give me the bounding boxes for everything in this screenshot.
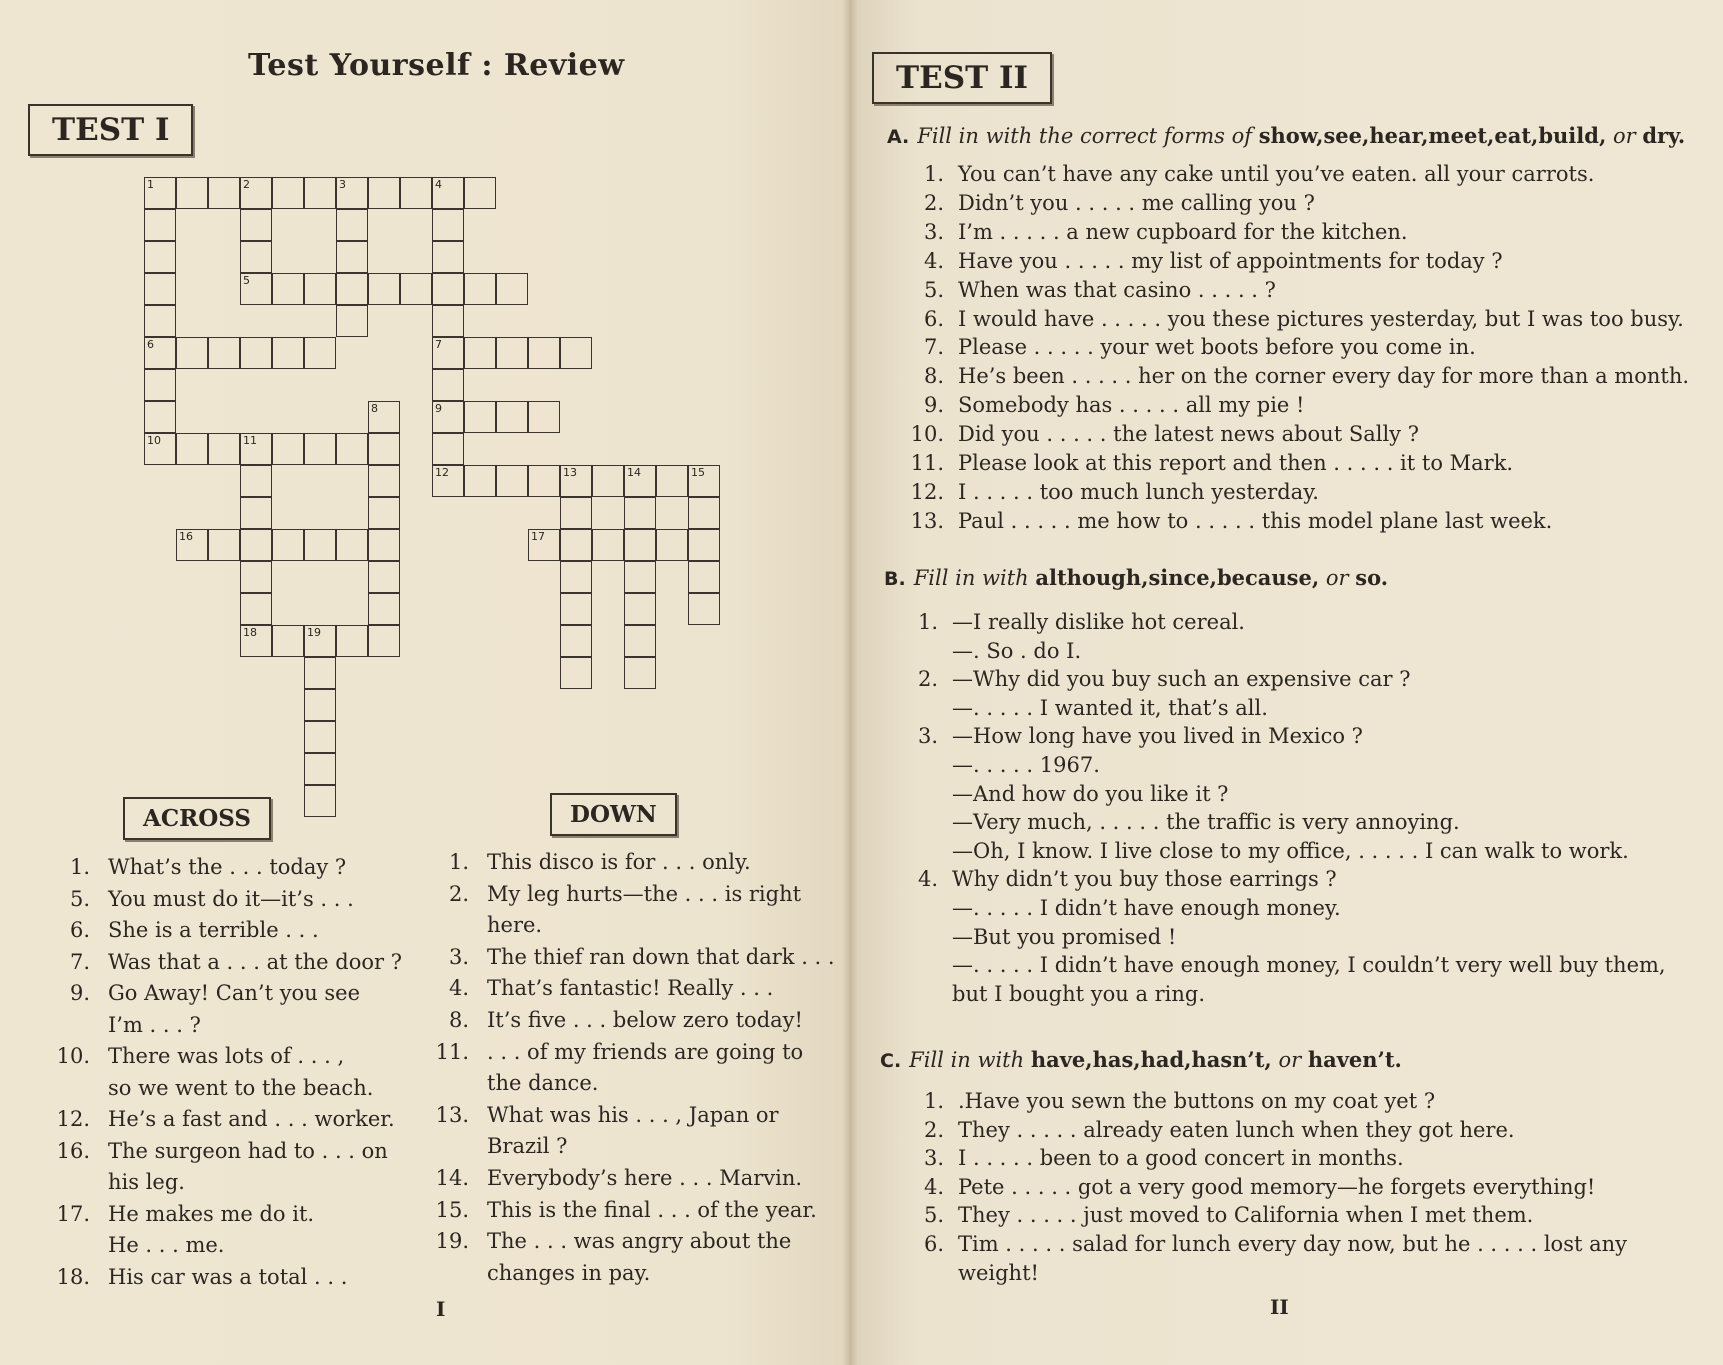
cell-number: 17 bbox=[531, 530, 545, 543]
exercise-item bbox=[906, 1173, 1595, 1202]
right-page bbox=[850, 0, 1723, 1365]
crossword-cell[interactable] bbox=[560, 337, 592, 369]
crossword-cell[interactable] bbox=[240, 177, 272, 209]
crossword-cell[interactable] bbox=[368, 625, 400, 657]
crossword-cell[interactable] bbox=[176, 433, 208, 465]
crossword-cell[interactable] bbox=[368, 529, 400, 561]
crossword-cell[interactable] bbox=[304, 721, 336, 753]
item-text[interactable]: You can’t have any cake until you’ve eaten. all your carrots. bbox=[958, 162, 1595, 186]
item-text[interactable]: Tim . . . . . salad for lunch every day now, but he . . . . . lost any bbox=[958, 1232, 1627, 1256]
exercise-item bbox=[906, 362, 1689, 391]
clue-number: 13. bbox=[435, 1102, 469, 1127]
crossword-cell[interactable] bbox=[240, 241, 272, 273]
item-text[interactable]: Didn’t you . . . . . me calling you ? bbox=[958, 190, 1315, 215]
cell-number: 3 bbox=[339, 178, 346, 191]
clue-text: It’s five . . . below zero today! bbox=[487, 1008, 803, 1032]
item-number: 2. bbox=[923, 190, 944, 215]
item-text[interactable]: —. So . do I. bbox=[952, 638, 1082, 663]
item-number: 13. bbox=[910, 508, 944, 533]
exercise-item bbox=[906, 420, 1419, 449]
crossword-cell[interactable] bbox=[432, 241, 464, 273]
crossword-cell[interactable] bbox=[272, 177, 304, 209]
item-text[interactable]: —Very much, . . . . . the traffic is very annoying. bbox=[952, 810, 1460, 835]
section-words: have,has,had,hasn’t, bbox=[1030, 1047, 1272, 1072]
clue-number: 8. bbox=[448, 1008, 469, 1032]
section-a-heading bbox=[887, 123, 1685, 148]
crossword-cell[interactable] bbox=[240, 497, 272, 529]
crossword-cell[interactable] bbox=[432, 337, 464, 369]
crossword-cell[interactable] bbox=[336, 305, 368, 337]
clue-text: What was his . . . , Japan or bbox=[487, 1102, 779, 1127]
crossword-cell[interactable] bbox=[272, 273, 304, 305]
left-page bbox=[0, 0, 850, 1365]
exercise-item bbox=[906, 507, 1552, 536]
section-words: show,see,hear,meet,eat,build, bbox=[1258, 123, 1607, 148]
clue-number: 5. bbox=[69, 886, 90, 911]
crossword-cell[interactable] bbox=[432, 401, 464, 433]
clue-text: . . . of my friends are going to bbox=[487, 1039, 804, 1064]
item-number: 10. bbox=[910, 422, 944, 447]
clue-number: 2. bbox=[448, 881, 469, 906]
crossword-cell[interactable] bbox=[624, 657, 656, 689]
item-number: 4. bbox=[917, 867, 938, 892]
crossword-cell[interactable] bbox=[400, 273, 432, 305]
exercise-item bbox=[900, 694, 1268, 723]
crossword-cell[interactable] bbox=[688, 529, 720, 561]
crossword-cell[interactable] bbox=[304, 337, 336, 369]
crossword-cell[interactable] bbox=[144, 241, 176, 273]
item-number: 6. bbox=[923, 306, 944, 331]
exercise-item bbox=[906, 333, 1476, 362]
crossword-cell[interactable] bbox=[368, 177, 400, 209]
crossword-cell[interactable] bbox=[592, 465, 624, 497]
section-letter: C. bbox=[880, 1050, 902, 1072]
crossword-cell[interactable] bbox=[624, 593, 656, 625]
section-letter: B. bbox=[884, 568, 906, 590]
item-number: 3. bbox=[923, 1146, 944, 1171]
crossword-cell[interactable] bbox=[208, 433, 240, 465]
clue-number: 16. bbox=[56, 1138, 90, 1163]
crossword-cell[interactable] bbox=[176, 177, 208, 209]
crossword-cell[interactable] bbox=[560, 497, 592, 529]
crossword-cell[interactable] bbox=[368, 593, 400, 625]
book-gutter bbox=[842, 0, 858, 1365]
clue-text: changes in pay. bbox=[487, 1260, 651, 1285]
exercise-item bbox=[900, 923, 1176, 952]
clue-text: She is a terrible . . . bbox=[108, 918, 319, 942]
section-instruction: Fill in with bbox=[909, 1048, 1025, 1072]
crossword-cell[interactable] bbox=[560, 657, 592, 689]
item-number: 5. bbox=[923, 277, 944, 302]
crossword-cell[interactable] bbox=[272, 529, 304, 561]
across-heading: ACROSS bbox=[123, 797, 271, 840]
exercise-item bbox=[906, 218, 1408, 247]
clue-text: so we went to the beach. bbox=[108, 1075, 374, 1100]
crossword-cell[interactable] bbox=[240, 625, 272, 657]
crossword-cell[interactable] bbox=[528, 465, 560, 497]
crossword-cell[interactable] bbox=[560, 561, 592, 593]
cell-number: 8 bbox=[371, 402, 378, 415]
item-text[interactable]: —. . . . . 1967. bbox=[952, 753, 1100, 777]
clue-text: Brazil ? bbox=[487, 1134, 568, 1159]
crossword-cell[interactable] bbox=[240, 529, 272, 561]
page-number-left: I bbox=[436, 1297, 446, 1321]
exercise-item bbox=[906, 1144, 1404, 1173]
section-last-word: so. bbox=[1355, 565, 1389, 590]
crossword-cell[interactable] bbox=[464, 177, 496, 209]
crossword-cell[interactable] bbox=[176, 529, 208, 561]
test-i-label: TEST I bbox=[28, 104, 193, 156]
exercise-item bbox=[906, 449, 1513, 478]
section-b-heading bbox=[884, 565, 1388, 590]
exercise-item bbox=[906, 1230, 1627, 1259]
item-number: 5. bbox=[923, 1203, 944, 1228]
clue-text: The . . . was angry about the bbox=[487, 1229, 792, 1254]
item-text[interactable]: They . . . . . already eaten lunch when they got here. bbox=[958, 1117, 1515, 1142]
exercise-item bbox=[900, 865, 1337, 894]
crossword-cell[interactable] bbox=[688, 465, 720, 497]
crossword-cell[interactable] bbox=[240, 433, 272, 465]
clue-text: His car was a total . . . bbox=[108, 1264, 348, 1289]
exercise-item bbox=[906, 1259, 1039, 1288]
item-text[interactable]: weight! bbox=[958, 1260, 1039, 1285]
crossword-cell[interactable] bbox=[240, 593, 272, 625]
crossword-cell[interactable] bbox=[368, 273, 400, 305]
crossword-cell[interactable] bbox=[432, 433, 464, 465]
item-text[interactable]: Please . . . . . your wet boots before you come in. bbox=[958, 335, 1476, 360]
section-or: or bbox=[1278, 1048, 1302, 1072]
item-text[interactable]: —. . . . . I didn’t have enough money, I couldn’t very well buy them, bbox=[952, 953, 1666, 978]
crossword-cell[interactable] bbox=[240, 465, 272, 497]
clue-text: This is the final . . . of the year. bbox=[487, 1197, 817, 1222]
section-last-word: haven’t. bbox=[1307, 1047, 1402, 1072]
clue-text: the dance. bbox=[487, 1071, 599, 1096]
crossword-cell[interactable] bbox=[304, 625, 336, 657]
item-text[interactable]: —And how do you like it ? bbox=[952, 781, 1229, 806]
clue-text: There was lots of . . . , bbox=[108, 1044, 345, 1068]
exercise-item bbox=[906, 276, 1276, 305]
crossword-cell[interactable] bbox=[208, 529, 240, 561]
exercise-item bbox=[900, 837, 1629, 866]
crossword-cell[interactable] bbox=[656, 465, 688, 497]
exercise-item bbox=[900, 894, 1341, 923]
clue-number: 14. bbox=[435, 1166, 469, 1190]
clue-number: 12. bbox=[56, 1107, 90, 1131]
clue-number: 3. bbox=[448, 944, 469, 969]
crossword-cell[interactable] bbox=[304, 753, 336, 785]
crossword-cell[interactable] bbox=[336, 209, 368, 241]
item-text[interactable]: Please look at this report and then . . . . . it to Mark. bbox=[958, 451, 1514, 475]
crossword-cell[interactable] bbox=[368, 433, 400, 465]
page-title: Test Yourself : Review bbox=[248, 48, 625, 83]
crossword-cell[interactable] bbox=[144, 177, 176, 209]
item-text[interactable]: Somebody has . . . . . all my pie ! bbox=[958, 393, 1305, 418]
clue-number: 18. bbox=[56, 1264, 90, 1289]
crossword-cell[interactable] bbox=[144, 433, 176, 465]
crossword-cell[interactable] bbox=[432, 305, 464, 337]
exercise-item bbox=[900, 808, 1460, 837]
crossword-cell[interactable] bbox=[528, 529, 560, 561]
clue-number: 17. bbox=[56, 1201, 90, 1226]
clue-number: 19. bbox=[435, 1229, 469, 1254]
item-text[interactable]: They . . . . . just moved to California when I met them. bbox=[958, 1203, 1534, 1228]
crossword-cell[interactable] bbox=[368, 401, 400, 433]
item-text[interactable]: Did you . . . . . the latest news about Sally ? bbox=[958, 422, 1419, 447]
crossword-cell[interactable] bbox=[176, 337, 208, 369]
crossword-cell[interactable] bbox=[432, 209, 464, 241]
section-c-heading bbox=[880, 1047, 1402, 1072]
crossword-cell[interactable] bbox=[368, 465, 400, 497]
item-text[interactable]: Paul . . . . . me how to . . . . . this model plane last week. bbox=[958, 508, 1553, 533]
crossword-cell[interactable] bbox=[272, 625, 304, 657]
exercise-item bbox=[900, 980, 1205, 1009]
crossword-cell[interactable] bbox=[688, 593, 720, 625]
exercise-item bbox=[906, 160, 1594, 189]
item-number: 6. bbox=[923, 1232, 944, 1256]
crossword-cell[interactable] bbox=[336, 529, 368, 561]
item-number: 4. bbox=[923, 1174, 944, 1199]
item-text[interactable]: —Oh, I know. I live close to my office, . . . . . I can walk to work. bbox=[952, 838, 1629, 863]
crossword-cell[interactable] bbox=[560, 625, 592, 657]
clue-number: 7. bbox=[69, 949, 90, 974]
crossword-cell[interactable] bbox=[688, 497, 720, 529]
exercise-item bbox=[906, 391, 1304, 420]
crossword-cell[interactable] bbox=[368, 497, 400, 529]
crossword-cell[interactable] bbox=[272, 433, 304, 465]
clue-number: 6. bbox=[69, 918, 90, 942]
crossword-cell[interactable] bbox=[528, 337, 560, 369]
crossword-cell[interactable] bbox=[432, 177, 464, 209]
exercise-item bbox=[900, 951, 1666, 980]
clue-text: The thief ran down that dark . . . bbox=[487, 944, 835, 969]
item-text[interactable]: —. . . . . I wanted it, that’s all. bbox=[952, 695, 1268, 720]
page-number-right: II bbox=[1270, 1295, 1289, 1319]
item-number: 3. bbox=[917, 724, 938, 749]
section-last-word: dry. bbox=[1642, 123, 1686, 148]
crossword-cell[interactable] bbox=[304, 273, 336, 305]
crossword-cell[interactable] bbox=[464, 273, 496, 305]
crossword-cell[interactable] bbox=[688, 561, 720, 593]
crossword-cell[interactable] bbox=[464, 465, 496, 497]
clue-text: He’s a fast and . . . worker. bbox=[108, 1107, 395, 1131]
section-words: although,since,because, bbox=[1035, 565, 1320, 590]
crossword-cell[interactable] bbox=[240, 561, 272, 593]
clue-text: He makes me do it. bbox=[108, 1201, 315, 1226]
crossword-cell[interactable] bbox=[304, 177, 336, 209]
crossword-cell[interactable] bbox=[432, 369, 464, 401]
clue-text: I’m . . . ? bbox=[108, 1012, 201, 1037]
crossword-cell[interactable] bbox=[144, 209, 176, 241]
cell-number: 7 bbox=[435, 338, 442, 351]
exercise-item bbox=[906, 1116, 1515, 1145]
crossword-cell[interactable] bbox=[240, 209, 272, 241]
crossword-cell[interactable] bbox=[496, 401, 528, 433]
clue-text: That’s fantastic! Really . . . bbox=[487, 976, 774, 1001]
crossword-cell[interactable] bbox=[336, 177, 368, 209]
crossword-cell[interactable] bbox=[624, 465, 656, 497]
crossword-cell[interactable] bbox=[240, 273, 272, 305]
clue-text: He . . . me. bbox=[108, 1233, 225, 1257]
exercise-item bbox=[900, 637, 1081, 666]
exercise-item bbox=[906, 305, 1684, 334]
crossword-cell[interactable] bbox=[432, 465, 464, 497]
exercise-item bbox=[900, 665, 1411, 694]
crossword-cell[interactable] bbox=[656, 529, 688, 561]
exercise-item bbox=[900, 608, 1245, 637]
item-text[interactable]: —But you promised ! bbox=[952, 924, 1177, 949]
crossword-cell[interactable] bbox=[624, 497, 656, 529]
clue-text: Everybody’s here . . . Marvin. bbox=[487, 1166, 803, 1190]
clue-text: Was that a . . . at the door ? bbox=[108, 949, 402, 974]
crossword-cell[interactable] bbox=[304, 785, 336, 817]
item-text[interactable]: I . . . . . too much lunch yesterday. bbox=[958, 479, 1319, 504]
cell-number: 19 bbox=[307, 626, 321, 639]
crossword-cell[interactable] bbox=[240, 337, 272, 369]
section-instruction: Fill in with bbox=[913, 566, 1029, 590]
cell-number: 18 bbox=[243, 626, 257, 639]
cell-number: 6 bbox=[147, 338, 154, 351]
crossword-cell[interactable] bbox=[272, 337, 304, 369]
crossword-cell[interactable] bbox=[560, 593, 592, 625]
crossword-cell[interactable] bbox=[144, 369, 176, 401]
section-letter: A. bbox=[887, 126, 910, 148]
crossword-cell[interactable] bbox=[304, 433, 336, 465]
cell-number: 2 bbox=[243, 178, 250, 191]
crossword-cell[interactable] bbox=[496, 273, 528, 305]
item-number: 1. bbox=[917, 610, 938, 634]
crossword-cell[interactable] bbox=[560, 465, 592, 497]
clue-text: My leg hurts—the . . . is right bbox=[487, 881, 802, 906]
crossword-cell[interactable] bbox=[144, 273, 176, 305]
clue-number: 1. bbox=[69, 855, 90, 879]
item-text[interactable]: I . . . . . been to a good concert in months. bbox=[958, 1146, 1404, 1171]
crossword-cell[interactable] bbox=[304, 689, 336, 721]
section-instruction: Fill in with the correct forms of bbox=[917, 124, 1253, 148]
item-number: 2. bbox=[923, 1117, 944, 1142]
crossword-cell[interactable] bbox=[208, 337, 240, 369]
test-ii-label: TEST II bbox=[872, 52, 1052, 104]
section-or: or bbox=[1325, 566, 1349, 590]
cell-number: 13 bbox=[563, 466, 577, 479]
item-text[interactable]: I’m . . . . . a new cupboard for the kitchen. bbox=[958, 219, 1408, 244]
clue-text: What’s the . . . today ? bbox=[108, 855, 347, 879]
clue-text: Go Away! Can’t you see bbox=[108, 981, 361, 1005]
clue-text: This disco is for . . . only. bbox=[487, 850, 751, 874]
exercise-item bbox=[906, 1201, 1533, 1230]
exercise-item bbox=[906, 247, 1503, 276]
crossword-cell[interactable] bbox=[528, 401, 560, 433]
crossword-cell[interactable] bbox=[464, 401, 496, 433]
crossword-cell[interactable] bbox=[624, 529, 656, 561]
down-heading: DOWN bbox=[550, 793, 677, 836]
crossword-cell[interactable] bbox=[496, 465, 528, 497]
crossword-cell[interactable] bbox=[624, 561, 656, 593]
item-text[interactable]: but I bought you a ring. bbox=[952, 981, 1206, 1006]
item-text[interactable]: .Have you sewn the buttons on my coat yet ? bbox=[958, 1089, 1436, 1113]
item-number: 4. bbox=[923, 248, 944, 273]
cell-number: 4 bbox=[435, 178, 442, 191]
section-or: or bbox=[1612, 124, 1636, 148]
cell-number: 9 bbox=[435, 402, 442, 415]
crossword-cell[interactable] bbox=[368, 561, 400, 593]
clue-number: 15. bbox=[435, 1197, 469, 1222]
cell-number: 14 bbox=[627, 466, 641, 479]
crossword-cell[interactable] bbox=[336, 433, 368, 465]
exercise-item bbox=[900, 751, 1100, 780]
item-text[interactable]: Why didn’t you buy those earrings ? bbox=[952, 867, 1337, 892]
cell-number: 12 bbox=[435, 466, 449, 479]
clue-text: his leg. bbox=[108, 1170, 185, 1194]
clue-number: 4. bbox=[448, 976, 469, 1001]
exercise-item bbox=[900, 722, 1363, 751]
clue-number: 1. bbox=[448, 850, 469, 874]
item-number: 12. bbox=[910, 479, 944, 504]
item-number: 3. bbox=[923, 219, 944, 244]
cell-number: 1 bbox=[147, 178, 154, 191]
exercise-item bbox=[900, 780, 1228, 809]
crossword-cell[interactable] bbox=[496, 337, 528, 369]
exercise-item bbox=[906, 478, 1319, 507]
item-text[interactable]: Have you . . . . . my list of appointments for today ? bbox=[958, 248, 1503, 273]
clue-number: 11. bbox=[435, 1039, 469, 1064]
crossword-cell[interactable] bbox=[208, 177, 240, 209]
item-number: 1. bbox=[923, 162, 944, 186]
item-text[interactable]: Pete . . . . . got a very good memory—he forgets everything! bbox=[958, 1174, 1596, 1199]
crossword-cell[interactable] bbox=[336, 625, 368, 657]
cell-number: 15 bbox=[691, 466, 705, 479]
item-text[interactable]: When was that casino . . . . . ? bbox=[958, 277, 1276, 302]
crossword-cell[interactable] bbox=[336, 241, 368, 273]
item-text[interactable]: —. . . . . I didn’t have enough money. bbox=[952, 896, 1341, 920]
crossword-cell[interactable] bbox=[336, 273, 368, 305]
item-number: 11. bbox=[910, 451, 944, 475]
item-text[interactable]: He’s been . . . . . her on the corner every day for more than a month. bbox=[958, 364, 1690, 389]
item-number: 1. bbox=[923, 1089, 944, 1113]
crossword-cell[interactable] bbox=[464, 337, 496, 369]
item-text[interactable]: —I really dislike hot cereal. bbox=[952, 610, 1245, 634]
item-number: 8. bbox=[923, 364, 944, 389]
crossword-cell[interactable] bbox=[304, 529, 336, 561]
exercise-item bbox=[906, 189, 1315, 218]
item-number: 2. bbox=[917, 667, 938, 692]
crossword-cell[interactable] bbox=[624, 625, 656, 657]
cell-number: 11 bbox=[243, 434, 257, 447]
exercise-item bbox=[906, 1087, 1435, 1116]
item-number: 7. bbox=[923, 335, 944, 360]
item-text[interactable]: I would have . . . . . you these pictures yesterday, but I was too busy. bbox=[958, 306, 1684, 331]
crossword-cell[interactable] bbox=[592, 529, 624, 561]
crossword-cell[interactable] bbox=[400, 177, 432, 209]
crossword-cell[interactable] bbox=[144, 401, 176, 433]
crossword-cell[interactable] bbox=[304, 657, 336, 689]
clue-number: 9. bbox=[69, 981, 90, 1005]
cell-number: 16 bbox=[179, 530, 193, 543]
cell-number: 5 bbox=[243, 274, 250, 287]
cell-number: 10 bbox=[147, 434, 161, 447]
item-text[interactable]: —How long have you lived in Mexico ? bbox=[952, 724, 1363, 749]
clue-text: here. bbox=[487, 913, 543, 938]
clue-text: The surgeon had to . . . on bbox=[108, 1138, 388, 1163]
item-text[interactable]: —Why did you buy such an expensive car ? bbox=[952, 667, 1411, 692]
crossword-cell[interactable] bbox=[144, 305, 176, 337]
crossword-cell[interactable] bbox=[432, 273, 464, 305]
crossword-cell[interactable] bbox=[144, 337, 176, 369]
clue-text: You must do it—it’s . . . bbox=[108, 886, 354, 911]
clue-number: 10. bbox=[56, 1044, 90, 1068]
item-number: 9. bbox=[923, 393, 944, 418]
crossword-cell[interactable] bbox=[560, 529, 592, 561]
